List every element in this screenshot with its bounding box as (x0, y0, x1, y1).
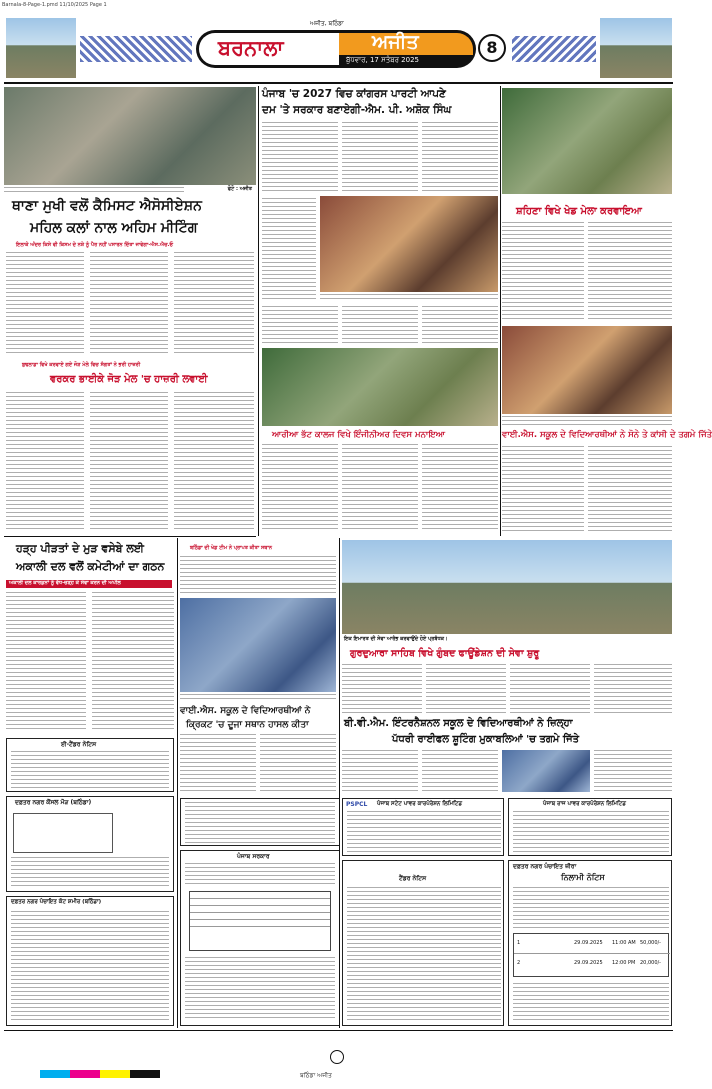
police-subhead: ਇਲਾਕੇ ਅੰਦਰ ਕਿਸੇ ਵੀ ਕਿਸਮ ਦੇ ਨਸ਼ੇ ਨੂੰ ਪੈਰ ਨਹੀਂ ਪਸਾਰਨ ਦਿੱਤਾ ਜਾਵੇਗਾ-ਐਸ.ਐਚ.ਓ (16, 242, 174, 248)
procurement-table-row (190, 899, 330, 906)
cricket-headline-2: ਕ੍ਰਿਕਟ 'ਚ ਦੂਜਾ ਸਥਾਨ ਹਾਸਲ ਕੀਤਾ (186, 720, 309, 730)
pspcl-heading: ਪੰਜਾਬ ਸਟੇਟ ਪਾਵਰ ਕਾਰਪੋਰੇਸ਼ਨ ਲਿਮਿਟਿਡ (377, 801, 463, 807)
shooting-body-col-1 (342, 750, 418, 794)
cricket-team-photo (180, 598, 336, 692)
shooting-body-col-2 (422, 750, 498, 794)
masthead-pattern-left (80, 36, 192, 62)
cricket-caption-lines (180, 694, 336, 702)
auction-office: ਦਫ਼ਤਰ ਨਗਰ ਪੰਚਾਇਤ ਜ਼ੀਰਾ (513, 863, 577, 870)
procurement-lines-bottom (185, 957, 335, 1021)
masthead (0, 12, 677, 84)
engineer-body-col-3 (422, 444, 498, 532)
masthead-title-left: ਬਰਨਾਲਾ (218, 36, 284, 60)
auction-row-1 (514, 936, 670, 954)
pspcl-lines (347, 811, 501, 853)
auction-row-2 (514, 956, 670, 974)
procurement-table-row (190, 906, 330, 913)
auction-table (513, 933, 669, 977)
council-mour-table (13, 813, 113, 853)
register-mark (330, 1050, 344, 1064)
ad-medical (342, 860, 504, 1026)
medical-heading: ਟੈਂਡਰ ਨੋਟਿਸ (399, 875, 427, 882)
sports-body-col-1 (502, 222, 584, 322)
police-headline-2: ਮਹਿਲ ਕਲਾਂ ਨਾਲ ਅਹਿਮ ਮੀਟਿੰਗ (30, 220, 198, 236)
ys-school-caption-lines (502, 416, 672, 426)
police-photo-caption-strip (4, 186, 256, 193)
congress-caption-lines (320, 294, 498, 302)
council-mour-lines (11, 857, 169, 889)
auction-row-date: 29.09.2025 (574, 960, 603, 966)
shooting-headline-1: ਬੀ.ਵੀ.ਐਮ. ਇੰਟਰਨੈਸ਼ਨਲ ਸਕੂਲ ਦੇ ਵਿਦਿਆਰਥੀਆਂ ਨੇ ਜ਼ਿਲ੍ਹਾ (344, 718, 573, 729)
congress-headline-1: ਪੰਜਾਬ 'ਚ 2027 ਵਿਚ ਕਾਂਗਰਸ ਪਾਰਟੀ ਆਪਣੇ (262, 88, 446, 100)
power-right-lines (513, 811, 669, 853)
auction-row-sr: 1 (517, 940, 521, 946)
tender-heading: ਈ-ਟੈਂਡਰ ਨੋਟਿਸ (61, 741, 97, 748)
cricket-body-col-1 (180, 734, 256, 794)
congress-body-bottom-1 (262, 306, 338, 346)
flood-tag (6, 580, 172, 588)
procurement-heading: ਪੰਜਾਬ ਸਰਕਾਰ (237, 853, 270, 860)
sports-headline: ਸ਼ਹਿਣਾ ਵਿਖੇ ਖੇਡ ਮੇਲਾ ਕਰਵਾਇਆ (516, 206, 642, 217)
sports-fair-photo (502, 88, 672, 194)
power-right-heading: ਪੰਜਾਬ ਰਾਜ ਪਾਵਰ ਕਾਰਪੋਰੇਸ਼ਨ ਲਿਮਿਟਿਡ (543, 801, 626, 807)
print-slug (0, 0, 677, 12)
police-photo-credit: ਫੋਟੋ : ਅਜੀਤ (227, 186, 252, 192)
ad-auction (508, 860, 672, 1026)
masthead-title-right: ਅਜੀਤ (372, 31, 419, 53)
masthead-pattern-right (512, 36, 596, 62)
congress-body-left (262, 198, 316, 302)
tender-lines (11, 751, 169, 789)
auction-row-amount: 50,000/- (640, 940, 661, 946)
pspcl-logo: PSPCL (346, 801, 368, 808)
auction-row-amount: 20,000/- (640, 960, 661, 966)
jail-body-col-1 (6, 392, 84, 530)
gurdwara-body-col-3 (510, 664, 590, 714)
council-bathinda-lines (11, 911, 169, 1021)
police-caption-text-lines (4, 187, 184, 192)
shooting-body-col-3 (594, 750, 672, 794)
cricket-body-col-2 (260, 734, 336, 794)
gurdwara-body-col-2 (426, 664, 506, 714)
procurement-table-row (190, 913, 330, 920)
gurdwara-construction-photo (342, 540, 672, 634)
gurdwara-body-col-1 (342, 664, 422, 714)
flood-body-col-1 (6, 592, 86, 732)
masthead-rule (4, 82, 673, 84)
cricket-headline-1: ਵਾਈ.ਐਸ. ਸਕੂਲ ਦੇ ਵਿਦਿਆਰਥੀਆਂ ਨੇ (180, 706, 311, 716)
police-body-col-1 (6, 252, 84, 354)
ad-procurement (180, 850, 340, 1026)
procurement-table-row (190, 920, 330, 927)
page-number-badge (478, 34, 506, 62)
gurdwara-headline: ਗੁਰਦੁਆਰਾ ਸਾਹਿਬ ਵਿਖੇ ਗੁੰਬਦ ਫਾਊਂਡੇਸ਼ਨ ਦੀ ਸੇਵਾ ਸ਼ੁਰੂ (350, 648, 540, 659)
congress-body-col-1 (262, 122, 338, 194)
auction-row-time: 11:00 AM (612, 940, 636, 946)
color-bar (40, 1070, 160, 1078)
column-rule-1 (258, 86, 259, 536)
engineer-day-photo (262, 348, 498, 426)
police-headline-1: ਥਾਣਾ ਮੁਖੀ ਵਲੋਂ ਕੈਮਿਸਟ ਐਸੋਸੀਏਸ਼ਨ (12, 198, 202, 214)
column-rule-4 (339, 538, 340, 1028)
congress-body-col-3 (422, 122, 498, 194)
footer-text: ਬਠਿੰਡਾ ਅਜੀਤ (300, 1072, 332, 1079)
police-body-col-2 (90, 252, 168, 354)
engineer-body-col-2 (342, 444, 418, 532)
ys-school-headline: ਵਾਈ.ਐਸ. ਸਕੂਲ ਦੇ ਵਿਦਿਆਰਥੀਆਂ ਨੇ ਸੋਨੇ ਤੇ ਕਾਂਸੀ ਦੇ ਤਗਮੇ ਜਿੱਤੇ (502, 430, 712, 440)
flood-tag-text: ਅਕਾਲੀ ਦਲ ਕਾਰਕੁਨਾਂ ਨੂੰ ਵੱਧ-ਚੜ੍ਹ ਕੇ ਸੇਵਾ ਕਰਨ ਦੀ ਅਪੀਲ (9, 580, 121, 586)
jail-kicker: ਬੁਢਲਾਡਾ ਵਿਖੇ ਕਰਵਾਏ ਗਏ ਜੋੜ ਮੇਲੇ ਵਿਚ ਸੰਗਤਾਂ ਨੇ ਭਰੀ ਹਾਜ਼ਰੀ (22, 362, 141, 368)
auction-heading: ਨਿਲਾਮੀ ਨੋਟਿਸ (561, 873, 605, 882)
ad-council-mour (6, 796, 174, 892)
column-rule-2 (500, 86, 501, 536)
congress-headline-2: ਦਮ 'ਤੇ ਸਰਕਾਰ ਬਣਾਏਗੀ-ਐਮ. ਪੀ. ਅਸ਼ੋਕ ਸਿੰਘ (262, 104, 452, 116)
auction-lines-top (513, 887, 669, 929)
rule-left-mid (4, 536, 256, 537)
procurement-lines-top (185, 863, 335, 887)
congress-stage-photo (320, 196, 498, 292)
auction-row-time: 12:00 PM (612, 960, 636, 966)
police-body-col-3 (174, 252, 254, 354)
congress-body-bottom-3 (422, 306, 498, 346)
shooting-headline-2: ਪੱਧਰੀ ਰਾਈਫਲ ਸ਼ੂਟਿੰਗ ਮੁਕਾਬਲਿਆਂ 'ਚ ਤਗਮੇ ਜਿੱਤੇ (392, 734, 580, 745)
medical-lines (347, 887, 501, 1023)
gurdwara-caption: ਇਕ ਇਮਾਰਤ ਦੀ ਸੇਵਾ ਆਰੰਭ ਕਰਵਾਉਂਦੇ ਹੋਏ ਪ੍ਰਬੰਧਕ। (344, 636, 448, 642)
masthead-title-box (196, 30, 476, 68)
ys-school-body-col-2 (588, 446, 672, 532)
cricket-kicker: ਬਠਿੰਡਾ ਦੀ ਖੇਡ ਟੀਮ ਨੇ ਪ੍ਰਾਪਤ ਕੀਤਾ ਸਥਾਨ (190, 545, 273, 551)
column-rule-3 (177, 538, 178, 1028)
ys-school-photo (502, 326, 672, 414)
engineer-headline: ਆਰੀਆ ਭੱਟ ਕਾਲਜ ਵਿਖੇ ਇੰਜੀਨੀਅਰ ਦਿਵਸ ਮਨਾਇਆ (272, 430, 445, 440)
gurdwara-body-col-4 (594, 664, 672, 714)
ys-school-body-col-1 (502, 446, 584, 532)
ad-center-notice (180, 798, 340, 846)
police-meeting-photo (4, 87, 256, 185)
masthead-monument-photo (600, 18, 672, 78)
flood-headline-2: ਅਕਾਲੀ ਦਲ ਵਲੋਂ ਕਮੇਟੀਆਂ ਦਾ ਗਠਨ (16, 560, 165, 573)
center-notice-lines (185, 802, 335, 844)
cricket-body-top (180, 556, 336, 596)
flood-headline-1: ਹੜ੍ਹ ਪੀੜਤਾਂ ਦੇ ਮੁੜ ਵਸੇਬੇ ਲਈ (16, 542, 145, 555)
engineer-body-col-1 (262, 444, 338, 532)
gurdwara-caption-strip (342, 636, 672, 643)
masthead-gate-photo (6, 18, 76, 78)
masthead-edition: ਅਜੀਤ, ਬਠਿੰਡਾ (310, 20, 344, 27)
procurement-table-row (190, 892, 330, 899)
congress-body-col-2 (342, 122, 418, 194)
jail-headline: ਵਰਕਰ ਭਾਈਕੇ ਜੋੜ ਮੇਲ 'ਚ ਹਾਜ਼ਰੀ ਲਵਾਈ (50, 374, 208, 385)
council-bathinda-office: ਦਫ਼ਤਰ ਨਗਰ ਪੰਚਾਇਤ ਕੋਟ ਸ਼ਮੀਰ (ਬਠਿੰਡਾ) (11, 899, 102, 905)
page-number: 8 (486, 38, 498, 57)
shooting-photo (502, 750, 590, 792)
ad-council-bathinda (6, 896, 174, 1026)
auction-row-date: 29.09.2025 (574, 940, 603, 946)
footer-rule (4, 1030, 673, 1031)
ad-power-right (508, 798, 672, 856)
jail-body-col-2 (90, 392, 168, 530)
footer-strip (0, 1030, 677, 1089)
jail-body-col-3 (174, 392, 254, 530)
print-slug-text: Barnala-8-Page-1.pmd 11/10/2025 Page 1 (2, 2, 107, 8)
congress-body-bottom-2 (342, 306, 418, 346)
masthead-date: ਬੁੱਧਵਾਰ, 17 ਸਤੰਬਰ 2025 (346, 56, 419, 64)
council-mour-office: ਦਫ਼ਤਰ ਨਗਰ ਕੌਂਸਲ ਮੌੜ (ਬਠਿੰਡਾ) (15, 799, 92, 806)
flood-body-col-2 (92, 592, 174, 732)
ad-pspcl (342, 798, 504, 856)
auction-row-sr: 2 (517, 960, 521, 966)
auction-lines-bottom (513, 983, 669, 1023)
ad-tender-left (6, 738, 174, 792)
sports-body-col-2 (588, 222, 672, 322)
procurement-table (189, 891, 331, 951)
